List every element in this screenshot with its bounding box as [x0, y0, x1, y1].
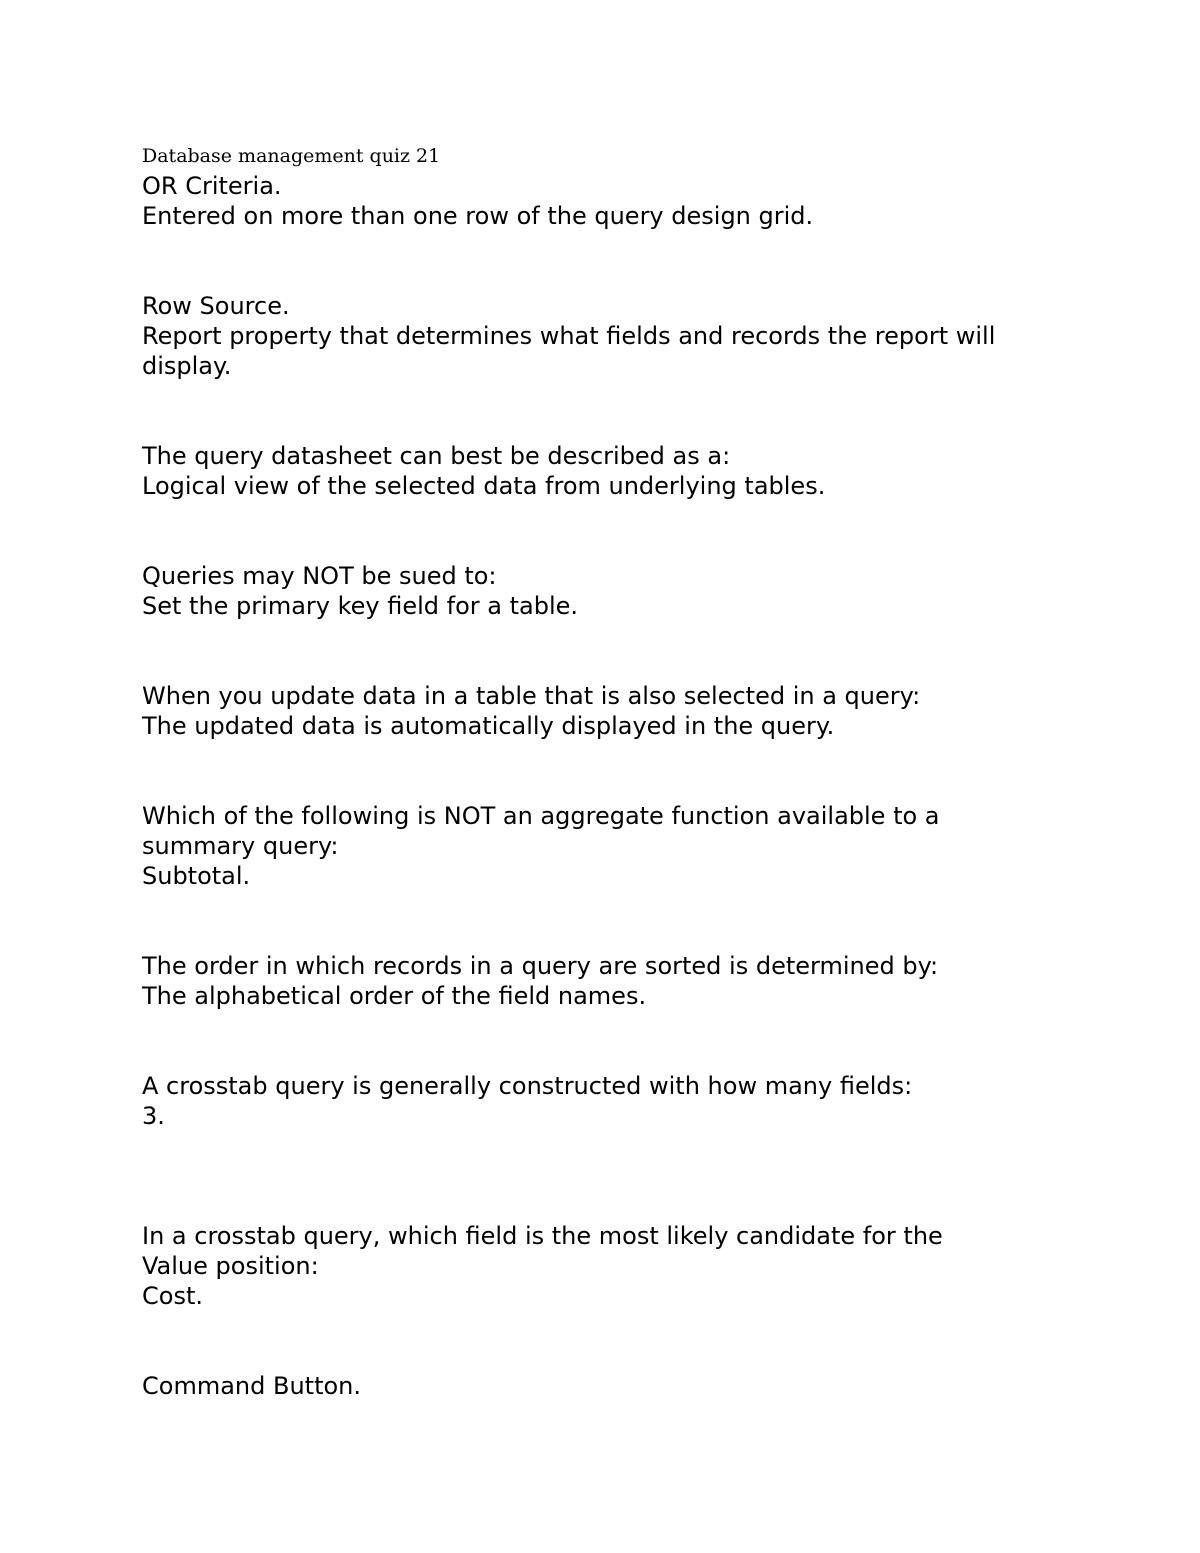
spacer — [142, 741, 1062, 801]
question-text: Row Source. — [142, 292, 290, 320]
qa-block-row-source — [142, 291, 1062, 381]
question-text: Command Button. — [142, 1372, 361, 1400]
question-text: Value position: — [142, 1252, 319, 1280]
qa-block-or-criteria — [142, 171, 1062, 231]
spacer — [142, 891, 1062, 951]
answer-text: display. — [142, 352, 232, 380]
question-text: The order in which records in a query are sorted is determined by: — [142, 952, 939, 980]
spacer — [142, 381, 1062, 441]
spacer — [142, 1011, 1062, 1071]
question-text: A crosstab query is generally constructed with how many fields: — [142, 1072, 913, 1100]
qa-block-sort-order — [142, 951, 1062, 1011]
question-text: In a crosstab query, which field is the most likely candidate for the — [142, 1222, 943, 1250]
answer-text: Logical view of the selected data from underlying tables. — [142, 472, 826, 500]
answer-text: Set the primary key field for a table. — [142, 592, 579, 620]
answer-text: The alphabetical order of the field names. — [142, 982, 647, 1010]
qa-block-query-datasheet — [142, 441, 1062, 501]
qa-block-queries-not-used — [142, 561, 1062, 621]
answer-text: Entered on more than one row of the query design grid. — [142, 202, 814, 230]
document-title: Database management quiz 21 — [142, 145, 441, 167]
answer-text: Report property that determines what fields and records the report will — [142, 322, 996, 350]
spacer — [142, 1311, 1062, 1371]
question-text: When you update data in a table that is also selected in a query: — [142, 682, 921, 710]
qa-block-update-data — [142, 681, 1062, 741]
answer-text: Cost. — [142, 1282, 203, 1310]
spacer — [142, 231, 1062, 291]
question-text: Which of the following is NOT an aggregate function available to a — [142, 802, 940, 830]
answer-text: Subtotal. — [142, 862, 251, 890]
spacer — [142, 501, 1062, 561]
qa-block-crosstab-value — [142, 1221, 1062, 1311]
question-text: The query datasheet can best be described as a: — [142, 442, 731, 470]
question-text: Queries may NOT be sued to: — [142, 562, 497, 590]
question-text: OR Criteria. — [142, 172, 282, 200]
answer-text: The updated data is automatically displayed in the query. — [142, 712, 835, 740]
qa-block-aggregate-function — [142, 801, 1062, 891]
qa-block-command-button — [142, 1371, 1062, 1401]
spacer — [142, 621, 1062, 681]
document-body — [142, 141, 1062, 1401]
question-text: summary query: — [142, 832, 339, 860]
answer-text: 3. — [142, 1102, 165, 1130]
qa-block-crosstab-fields — [142, 1071, 1062, 1131]
spacer — [142, 1131, 1062, 1221]
